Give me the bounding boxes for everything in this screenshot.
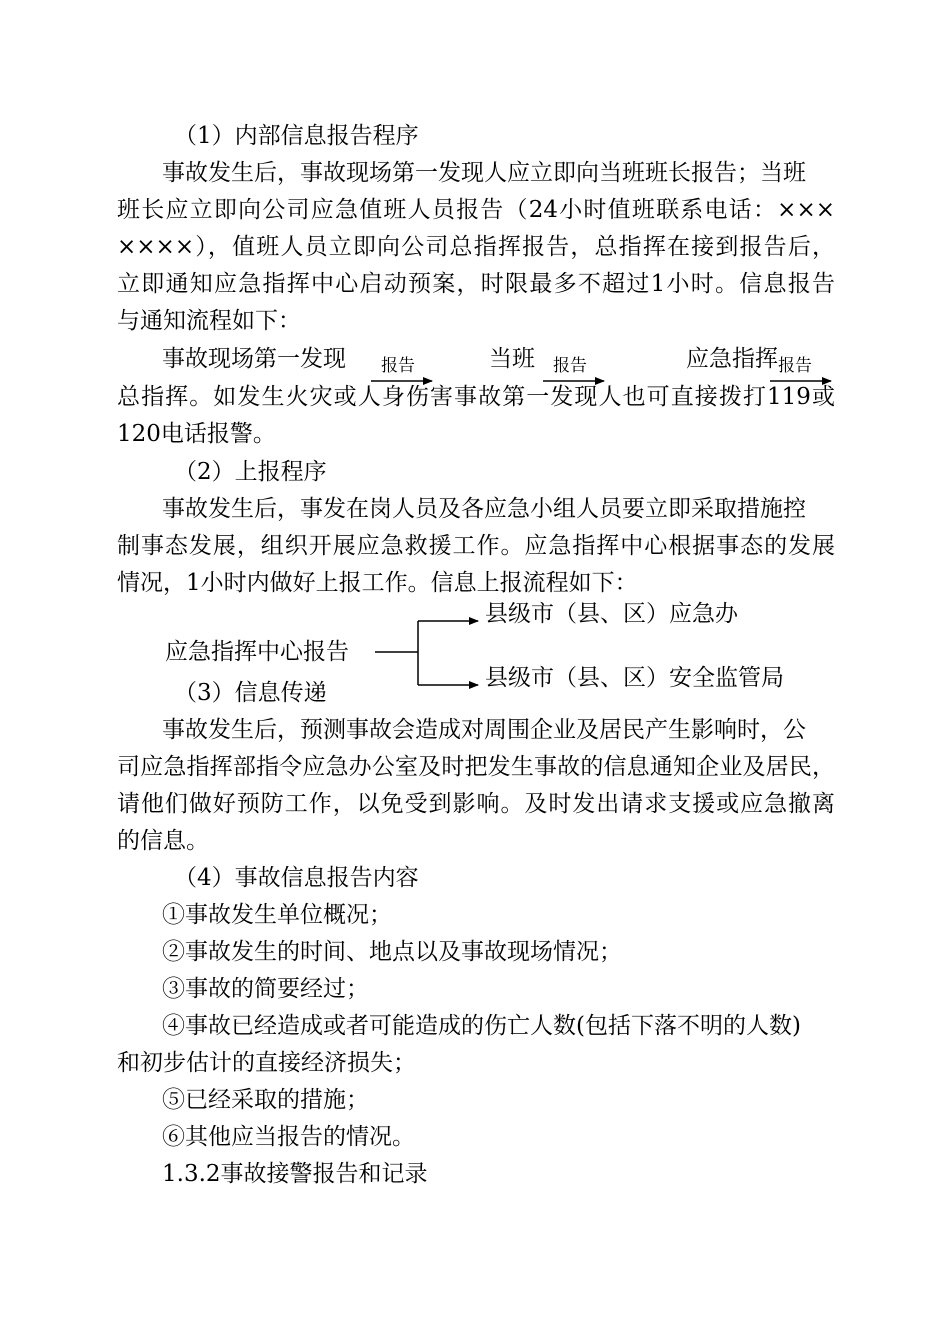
paragraph-line: 事故发生后，事故现场第一发现人应立即向当班班长报告；当班 — [162, 160, 806, 186]
paragraph-line: 司应急指挥部指令应急办公室及时把发生事故的信息通知企业及居民， — [117, 754, 835, 780]
list-item: ⑥其他应当报告的情况。 — [162, 1124, 415, 1150]
list-item: ②事故发生的时间、地点以及事故现场情况； — [162, 939, 622, 965]
paragraph-line: 与通知流程如下： — [117, 308, 301, 334]
subsection-heading: 1.3.2事故接警报告和记录 — [162, 1161, 428, 1187]
section-heading-report-content: （4）事故信息报告内容 — [174, 865, 419, 891]
arrow-label-report: 报告 — [778, 356, 812, 375]
arrow-label-report: 报告 — [381, 356, 415, 375]
diagram-target-emergency-office: 县级市（县、区）应急办 — [485, 601, 738, 627]
paragraph-line: 120电话报警。 — [117, 421, 276, 447]
flow-node-command-center: 应急指挥 — [686, 346, 778, 372]
paragraph-line: 事故发生后，事发在岗人员及各应急小组人员要立即采取措施控 — [162, 496, 806, 522]
paragraph-line: 的信息。 — [117, 828, 209, 854]
list-item: ④事故已经造成或者可能造成的伤亡人数(包括下落不明的人数) — [162, 1013, 801, 1039]
paragraph-line: 请他们做好预防工作，以免受到影响。及时发出请求支援或应急撤离 — [117, 791, 835, 817]
paragraph-line: 总指挥。如发生火灾或人身伤害事故第一发现人也可直接拨打119或 — [117, 384, 835, 410]
arrow-label-report: 报告 — [553, 356, 587, 375]
diagram-target-safety-bureau: 县级市（县、区）安全监管局 — [485, 665, 784, 691]
list-item: ①事故发生单位概况； — [162, 902, 392, 928]
list-item: ⑤已经采取的措施； — [162, 1087, 369, 1113]
paragraph-line: 情况，1小时内做好上报工作。信息上报流程如下： — [117, 570, 638, 596]
paragraph-line: 事故发生后，预测事故会造成对周围企业及居民产生影响时，公 — [162, 717, 806, 743]
section-heading-info-transfer: （3）信息传递 — [174, 680, 327, 706]
section-heading-internal-report: （1）内部信息报告程序 — [174, 123, 419, 149]
section-heading-upward-report: （2）上报程序 — [174, 459, 327, 485]
flow-node-first-discoverer: 事故现场第一发现 — [162, 346, 346, 372]
paragraph-line: 制事态发展，组织开展应急救援工作。应急指挥中心根据事态的发展 — [117, 533, 835, 559]
flow-node-shift-leader: 当班 — [489, 346, 535, 372]
paragraph-line: 立即通知应急指挥中心启动预案，时限最多不超过1小时。信息报告 — [117, 271, 835, 297]
flow2-branch — [375, 621, 478, 685]
paragraph-line: ××××），值班人员立即向公司总指挥报告，总指挥在接到报告后， — [117, 234, 835, 260]
paragraph-line: 班长应立即向公司应急值班人员报告（24小时值班联系电话：××× — [117, 197, 835, 223]
list-item-continuation: 和初步估计的直接经济损失； — [117, 1050, 416, 1076]
diagram-source-command-center: 应急指挥中心报告 — [165, 639, 349, 665]
list-item: ③事故的简要经过； — [162, 976, 369, 1002]
